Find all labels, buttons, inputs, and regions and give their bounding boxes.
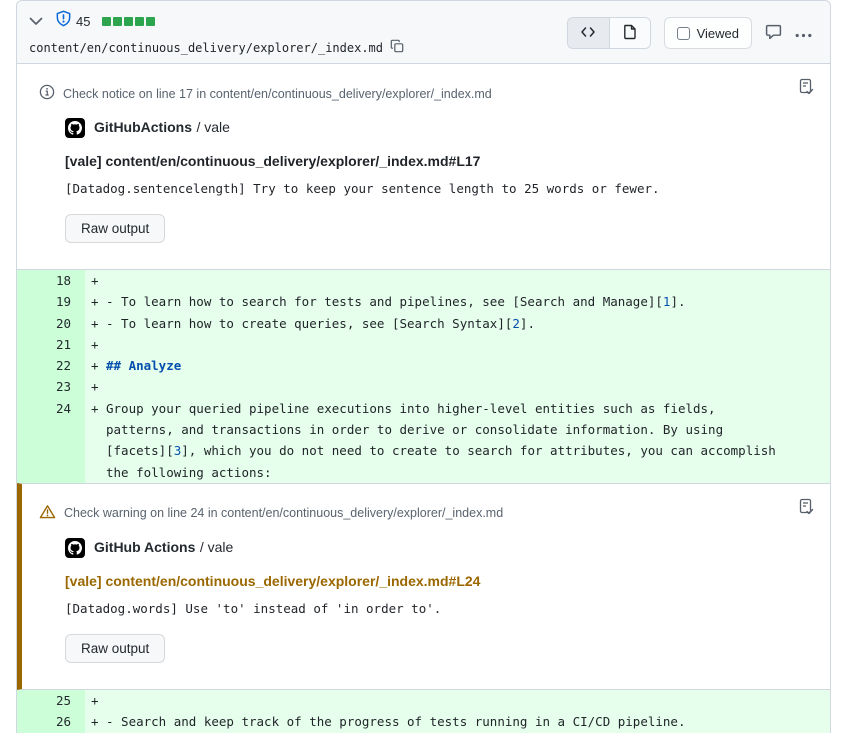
diff-row (17, 313, 830, 334)
github-mark-icon (65, 538, 85, 558)
diff-row (17, 398, 830, 483)
diff-add-marker: + (91, 294, 99, 310)
copy-icon (390, 39, 404, 56)
code-segment: 2 (512, 315, 520, 331)
viewed-label: Viewed (696, 25, 739, 41)
code-icon (580, 25, 596, 42)
line-number[interactable]: 23 (17, 376, 85, 397)
diffstat-square (135, 17, 144, 26)
diff-code-text (106, 313, 535, 334)
diff-code-cell (85, 690, 830, 711)
pr-file-container (16, 0, 831, 733)
raw-output-button[interactable]: Raw output (65, 214, 165, 243)
diff-code-cell (85, 270, 830, 291)
annotation-title: [vale] content/en/continuous_delivery/explorer/_index.md#L24 (65, 572, 481, 589)
diff-code-cell (85, 291, 830, 312)
diff-code-cell (85, 398, 830, 483)
shield-alert-icon (55, 10, 72, 32)
check-run-name: / vale (199, 538, 234, 555)
diff-add-marker: + (91, 336, 99, 352)
diffstat-square (113, 17, 122, 26)
annotation-message: [Datadog.sentencelength] Try to keep your sentence length to 25 words or fewer. (65, 181, 660, 196)
github-mark-icon (65, 118, 85, 138)
raw-output-button[interactable]: Raw output (65, 634, 165, 663)
file-path: content/en/continuous_delivery/explorer/_index.md (29, 40, 384, 55)
diff-add-marker: + (91, 358, 99, 374)
checklist-icon (798, 498, 814, 519)
info-icon (39, 84, 55, 103)
diff-add-marker: + (91, 714, 99, 730)
alert-triangle-icon (39, 504, 56, 523)
diff-row (17, 291, 830, 312)
comment-button[interactable] (765, 24, 782, 43)
code-segment: 1 (662, 294, 671, 310)
diff-chunk (17, 690, 830, 733)
line-number[interactable]: 21 (17, 334, 85, 355)
diff-row (17, 376, 830, 397)
diff-code-text (106, 398, 786, 483)
diff-code-cell (85, 711, 830, 732)
diff-code-text (106, 711, 685, 732)
diff-code-text (106, 291, 686, 312)
viewed-checkbox[interactable] (677, 27, 690, 40)
code-segment: 3 (173, 443, 182, 459)
diff-add-marker: + (91, 379, 99, 395)
annotation-title: [vale] content/en/continuous_delivery/explorer/_index.md#L17 (65, 153, 481, 169)
diffstat-square (102, 17, 111, 26)
collapse-file-button[interactable] (29, 14, 43, 29)
annotations-indicator (55, 10, 90, 32)
line-number[interactable]: 18 (17, 270, 85, 291)
diffstat-square (124, 17, 133, 26)
code-segment: ]. (519, 315, 535, 331)
more-options-button[interactable] (795, 26, 812, 41)
diff-code-cell (85, 355, 830, 376)
annotation-count: 45 (76, 13, 91, 29)
file-header-left (29, 10, 404, 56)
line-number[interactable]: 20 (17, 313, 85, 334)
chevron-down-icon (29, 14, 43, 29)
diff-row (17, 690, 830, 711)
check-run-name: / vale (196, 119, 230, 135)
source-diff-button[interactable] (568, 18, 609, 48)
rich-diff-button[interactable] (609, 18, 650, 48)
file-header-actions (567, 17, 812, 49)
viewed-button[interactable] (664, 17, 752, 49)
comment-bubble-icon (765, 24, 782, 43)
annotation-summary: Check warning on line 24 in content/en/continuous_delivery/explorer/_index.md (64, 506, 504, 521)
code-segment: - To learn how to search for tests and pipelines, see [Search and Manage][ (106, 294, 663, 310)
diff-code-text (106, 355, 181, 376)
diff-view-toggle (567, 17, 651, 49)
copy-path-button[interactable] (390, 39, 404, 56)
check-app-name[interactable]: GitHubActions (94, 119, 192, 135)
kebab-horizontal-icon (795, 26, 812, 41)
check-annotation-notice (17, 63, 830, 270)
diff-code-cell (85, 376, 830, 397)
diff-chunk (17, 270, 830, 483)
annotation-checklist-button[interactable] (798, 498, 814, 519)
annotation-checklist-button[interactable] (798, 78, 814, 99)
file-icon (623, 24, 637, 43)
line-number[interactable]: 19 (17, 291, 85, 312)
line-number[interactable]: 25 (17, 690, 85, 711)
code-segment: ]. (670, 294, 686, 310)
code-segment: ## Analyze (106, 358, 182, 374)
diffstat-square (146, 17, 155, 26)
diff-row (17, 711, 830, 732)
annotation-summary: Check notice on line 17 in content/en/continuous_delivery/explorer/_index.md (63, 86, 492, 101)
diffstat-squares (102, 17, 155, 26)
file-header (17, 1, 830, 63)
annotation-message: [Datadog.words] Use 'to' instead of 'in order to'. (65, 600, 442, 616)
diff-add-marker: + (91, 692, 99, 708)
code-segment: Group your queried pipeline executions into higher-level entities such as fields, patterns, and transactions in order to derive or consolidate information. By using [facets][ (106, 400, 731, 459)
code-segment: - Search and keep track of the progress of tests running in a CI/CD pipeline. (106, 714, 686, 730)
diff-row (17, 334, 830, 355)
code-segment: - To learn how to create queries, see [Search Syntax][ (106, 315, 513, 331)
diff-row (17, 355, 830, 376)
diff-code-cell (85, 334, 830, 355)
line-number[interactable]: 26 (17, 711, 85, 732)
check-annotation-warning (17, 483, 830, 690)
diff-add-marker: + (91, 315, 99, 331)
diff-row (17, 270, 830, 291)
code-segment: ], which you do not need to create to search for attributes, you can accomplish the following actions: (106, 443, 784, 480)
line-number[interactable]: 22 (17, 355, 85, 376)
checklist-icon (798, 78, 814, 99)
line-number[interactable]: 24 (17, 398, 85, 483)
diff-add-marker: + (91, 400, 99, 416)
check-app-name[interactable]: GitHub Actions (94, 538, 196, 555)
diff-add-marker: + (91, 273, 99, 288)
diff-code-cell (85, 313, 830, 334)
